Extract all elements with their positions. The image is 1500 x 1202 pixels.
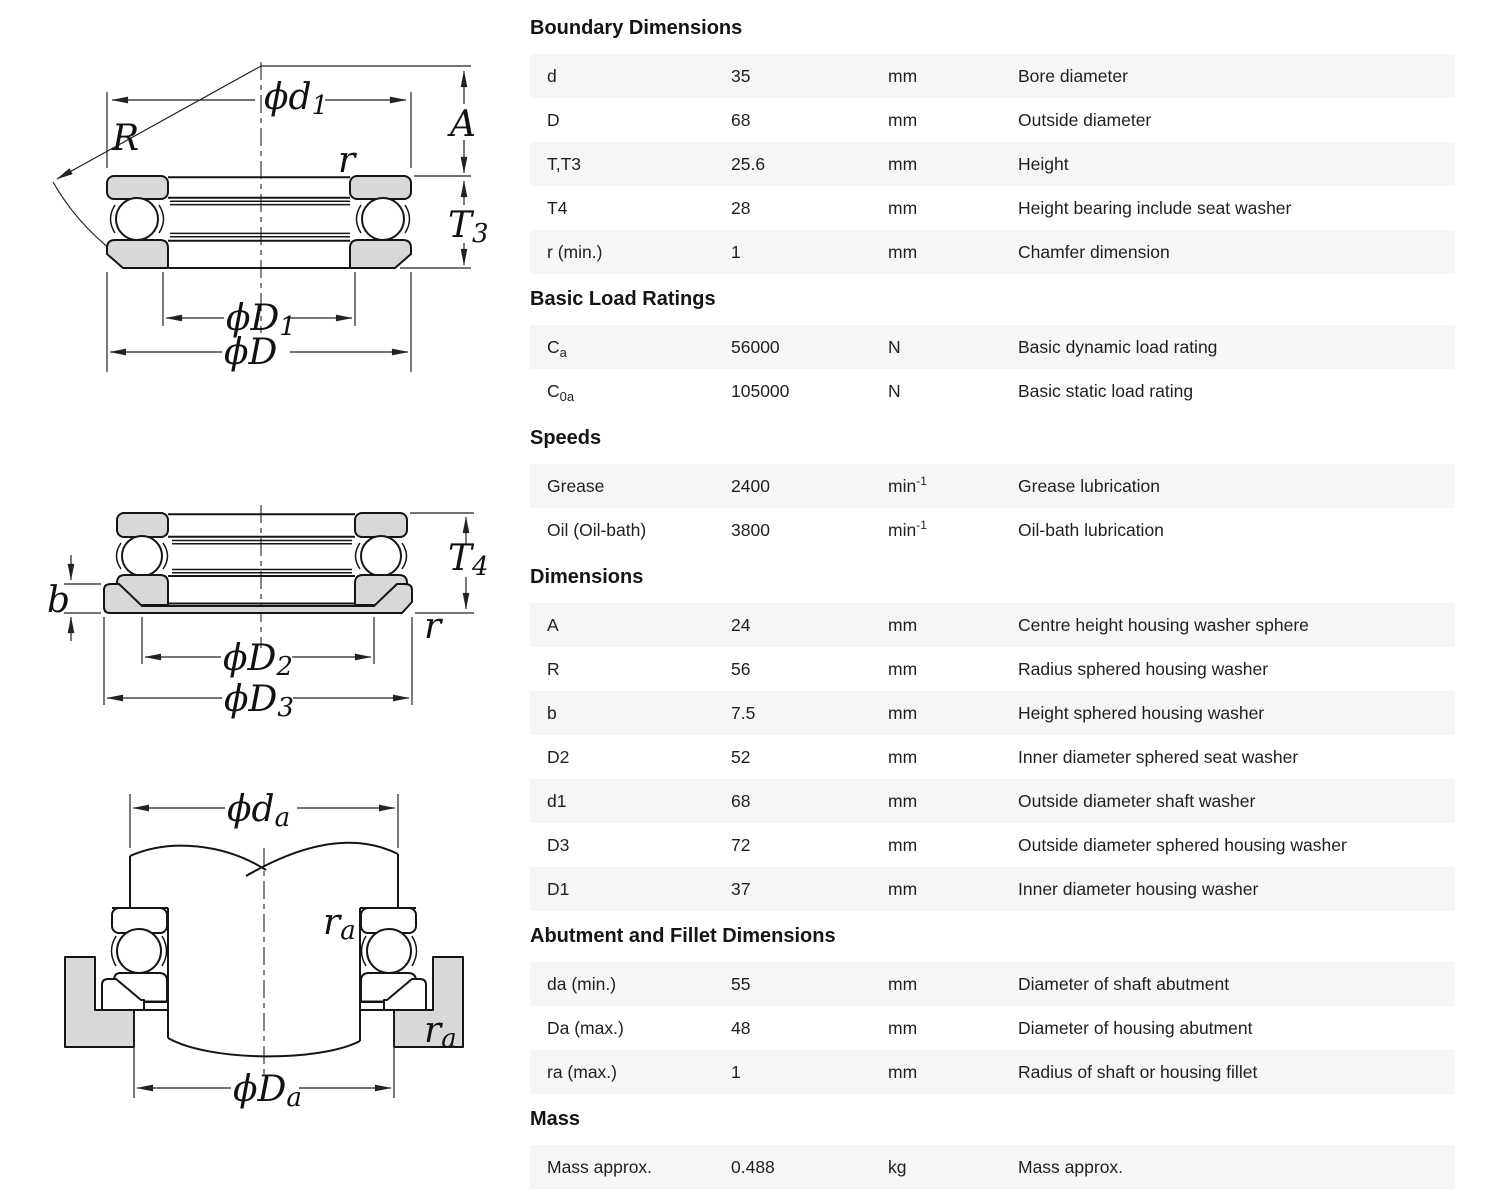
spec-row bbox=[530, 735, 1455, 779]
spec-unit bbox=[888, 337, 1018, 358]
spec-label-base: d bbox=[547, 65, 557, 86]
spec-label-base: D bbox=[547, 109, 560, 130]
spec-section bbox=[530, 17, 1455, 274]
spec-value: 1 bbox=[731, 1061, 741, 1082]
spec-section bbox=[530, 925, 1455, 1094]
spec-unit-base: mm bbox=[888, 65, 918, 86]
section-title: Dimensions bbox=[530, 566, 644, 588]
spec-label-base: C bbox=[547, 336, 560, 357]
spec-label bbox=[547, 337, 731, 358]
dim-label-phi-D1: ϕD1 bbox=[226, 298, 296, 342]
spec-unit bbox=[888, 615, 1018, 636]
spec-desc: Bore diameter bbox=[1018, 65, 1128, 86]
spec-desc: Radius sphered housing washer bbox=[1018, 658, 1269, 679]
spec-unit-base: min bbox=[888, 519, 917, 540]
section-title: Basic Load Ratings bbox=[530, 288, 716, 310]
spec-desc: Basic dynamic load rating bbox=[1018, 336, 1218, 357]
diagram-mounted bbox=[65, 789, 463, 1113]
dim-label-phi-Da: ϕDa bbox=[233, 1069, 302, 1113]
spec-value: 72 bbox=[731, 834, 751, 855]
spec-value: 52 bbox=[731, 746, 751, 767]
spec-value: 0.488 bbox=[731, 1156, 775, 1177]
spec-label bbox=[547, 198, 731, 219]
dim-label-phi-D2: ϕD2 bbox=[223, 638, 293, 682]
spec-row bbox=[530, 1145, 1455, 1189]
spec-unit-sup: -1 bbox=[916, 473, 927, 488]
spec-label bbox=[547, 835, 731, 856]
spec-row bbox=[530, 142, 1455, 186]
dim-label-T4: T4 bbox=[448, 538, 489, 582]
spec-unit bbox=[888, 835, 1018, 856]
extension-line bbox=[107, 92, 411, 168]
spec-desc: Height bearing include seat washer bbox=[1018, 197, 1292, 218]
raceway-lines bbox=[172, 541, 352, 573]
spec-label bbox=[547, 879, 731, 900]
spec-label-base: ra (max.) bbox=[547, 1061, 617, 1082]
spec-unit bbox=[888, 242, 1018, 263]
spec-desc: Grease lubrication bbox=[1018, 475, 1161, 496]
spec-value: 56000 bbox=[731, 336, 780, 357]
spec-unit bbox=[888, 198, 1018, 219]
spec-label bbox=[547, 615, 731, 636]
spec-desc: Radius of shaft or housing fillet bbox=[1018, 1061, 1258, 1082]
spec-unit-base: mm bbox=[888, 109, 918, 130]
spec-label bbox=[547, 242, 731, 263]
spec-unit-sup: -1 bbox=[916, 517, 927, 532]
spec-unit bbox=[888, 1157, 1018, 1178]
spec-section bbox=[530, 1108, 1455, 1189]
spec-value: 24 bbox=[731, 614, 751, 635]
dim-label-T3: T3 bbox=[448, 205, 489, 249]
section-title: Boundary Dimensions bbox=[530, 17, 743, 39]
spec-label-base: d1 bbox=[547, 790, 567, 811]
spec-row bbox=[530, 779, 1455, 823]
shaft-washer-web bbox=[168, 177, 350, 198]
section-rows bbox=[530, 603, 1455, 911]
spec-label-base: Oil (Oil-bath) bbox=[547, 519, 647, 540]
ball bbox=[362, 198, 404, 240]
dim-label-phi-d1: ϕd1 bbox=[264, 77, 329, 121]
spec-unit bbox=[888, 747, 1018, 768]
spec-section bbox=[530, 427, 1455, 552]
spec-value: 68 bbox=[731, 790, 751, 811]
spec-unit-base: N bbox=[888, 336, 901, 357]
spec-section bbox=[530, 566, 1455, 911]
spec-row bbox=[530, 1006, 1455, 1050]
spec-unit bbox=[888, 1018, 1018, 1039]
spec-row bbox=[530, 54, 1455, 98]
section-rows bbox=[530, 464, 1455, 552]
housing-washer-section bbox=[107, 240, 168, 268]
spec-unit-base: mm bbox=[888, 658, 918, 679]
spec-row bbox=[530, 1050, 1455, 1094]
spec-value: 37 bbox=[731, 878, 751, 899]
section-rows bbox=[530, 1145, 1455, 1189]
spec-unit-base: mm bbox=[888, 878, 918, 899]
spec-unit bbox=[888, 66, 1018, 87]
spec-label bbox=[547, 747, 731, 768]
spec-row bbox=[530, 230, 1455, 274]
spec-unit-base: mm bbox=[888, 834, 918, 855]
diagram-seat-washer bbox=[47, 505, 489, 723]
spec-label-base: D2 bbox=[547, 746, 570, 767]
dim-label-r: r bbox=[338, 140, 356, 181]
spec-row bbox=[530, 867, 1455, 911]
ball bbox=[117, 929, 161, 973]
spec-row bbox=[530, 369, 1455, 413]
spec-value: 1 bbox=[731, 241, 741, 262]
spec-row bbox=[530, 691, 1455, 735]
diagram-cross-section bbox=[53, 62, 489, 373]
shaft-washer-section bbox=[107, 176, 168, 199]
spec-row bbox=[530, 508, 1455, 552]
shaft-washer-section bbox=[355, 513, 407, 537]
spec-label bbox=[547, 791, 731, 812]
spec-desc: Height sphered housing washer bbox=[1018, 702, 1265, 723]
spec-label-sub: 0a bbox=[559, 388, 575, 404]
spec-row bbox=[530, 464, 1455, 508]
section-rows bbox=[530, 325, 1455, 413]
spec-label bbox=[547, 381, 731, 402]
spec-desc: Basic static load rating bbox=[1018, 380, 1194, 401]
spec-desc: Inner diameter sphered seat washer bbox=[1018, 746, 1299, 767]
spec-desc: Outside diameter sphered housing washer bbox=[1018, 834, 1347, 855]
spec-value: 7.5 bbox=[731, 702, 756, 723]
dim-label-A: A bbox=[450, 104, 476, 145]
spec-unit-base: mm bbox=[888, 973, 918, 994]
section-title: Abutment and Fillet Dimensions bbox=[530, 925, 836, 947]
spec-label bbox=[547, 659, 731, 680]
dim-label-phi-D: ϕD bbox=[224, 332, 278, 373]
housing-washer-section bbox=[350, 240, 411, 268]
spec-row bbox=[530, 647, 1455, 691]
spec-row bbox=[530, 186, 1455, 230]
radius-R-leader bbox=[57, 66, 261, 179]
spec-unit bbox=[888, 879, 1018, 900]
spec-unit bbox=[888, 473, 1018, 497]
spec-unit-base: mm bbox=[888, 702, 918, 723]
spec-desc: Diameter of shaft abutment bbox=[1018, 973, 1230, 994]
shaft-washer-section bbox=[350, 176, 411, 199]
spec-unit bbox=[888, 703, 1018, 724]
section-title: Mass bbox=[530, 1108, 581, 1130]
spec-label-base: T,T3 bbox=[547, 153, 582, 174]
spec-label-base: da (min.) bbox=[547, 973, 617, 994]
spec-label-base: Mass approx. bbox=[547, 1156, 653, 1177]
spec-desc: Diameter of housing abutment bbox=[1018, 1017, 1253, 1038]
spec-label bbox=[547, 154, 731, 175]
spec-unit-base: mm bbox=[888, 1017, 918, 1038]
spec-unit bbox=[888, 154, 1018, 175]
spec-label-base: Grease bbox=[547, 475, 605, 496]
section-rows bbox=[530, 54, 1455, 274]
ball bbox=[367, 929, 411, 973]
spec-label-base: R bbox=[547, 658, 560, 679]
spec-value: 56 bbox=[731, 658, 751, 679]
spec-value: 55 bbox=[731, 973, 751, 994]
spec-unit-base: mm bbox=[888, 1061, 918, 1082]
spec-row bbox=[530, 962, 1455, 1006]
spec-unit-base: min bbox=[888, 475, 917, 496]
ball bbox=[116, 198, 158, 240]
spec-unit bbox=[888, 110, 1018, 131]
spec-desc: Mass approx. bbox=[1018, 1156, 1124, 1177]
dim-label-R: R bbox=[112, 118, 140, 159]
bearing-diagrams bbox=[0, 0, 500, 1202]
spec-unit-base: mm bbox=[888, 241, 918, 262]
spec-unit-base: mm bbox=[888, 614, 918, 635]
spec-label bbox=[547, 974, 731, 995]
section-rows bbox=[530, 962, 1455, 1094]
ball bbox=[361, 536, 401, 576]
spec-value: 105000 bbox=[731, 380, 790, 401]
spec-value: 35 bbox=[731, 65, 751, 86]
spec-unit-base: N bbox=[888, 380, 901, 401]
spec-value: 68 bbox=[731, 109, 751, 130]
raceway-lines bbox=[170, 201, 350, 236]
dim-label-r: r bbox=[424, 606, 442, 647]
spec-label bbox=[547, 1018, 731, 1039]
spec-label bbox=[547, 66, 731, 87]
sphere-radius-arc bbox=[53, 182, 114, 252]
spec-value: 3800 bbox=[731, 519, 770, 540]
dim-label-ra-shaft: ra bbox=[323, 902, 356, 946]
spec-value: 25.6 bbox=[731, 153, 766, 174]
spec-unit bbox=[888, 791, 1018, 812]
spec-unit bbox=[888, 659, 1018, 680]
spec-label bbox=[547, 1157, 731, 1178]
spec-unit bbox=[888, 381, 1018, 402]
spec-label-base: Da (max.) bbox=[547, 1017, 624, 1038]
spec-desc: Chamfer dimension bbox=[1018, 241, 1170, 262]
spec-desc: Oil-bath lubrication bbox=[1018, 519, 1164, 540]
spec-label-sub: a bbox=[559, 344, 567, 360]
spec-desc: Height bbox=[1018, 153, 1069, 174]
shaft-break-line bbox=[130, 846, 266, 870]
spec-label-base: D1 bbox=[547, 878, 570, 899]
spec-value: 48 bbox=[731, 1017, 751, 1038]
spec-desc: Centre height housing washer sphere bbox=[1018, 614, 1309, 635]
dim-label-phi-da: ϕda bbox=[227, 789, 291, 833]
spec-label bbox=[547, 476, 731, 497]
spec-desc: Inner diameter housing washer bbox=[1018, 878, 1259, 899]
spec-desc: Outside diameter shaft washer bbox=[1018, 790, 1256, 811]
spec-desc: Outside diameter bbox=[1018, 109, 1152, 130]
spec-label-base: b bbox=[547, 702, 557, 723]
spec-unit bbox=[888, 1062, 1018, 1083]
spec-label-base: r (min.) bbox=[547, 241, 603, 262]
ball bbox=[122, 536, 162, 576]
spec-table bbox=[530, 0, 1455, 1189]
spec-unit-base: mm bbox=[888, 153, 918, 174]
spec-label bbox=[547, 703, 731, 724]
spec-row bbox=[530, 98, 1455, 142]
spec-unit-base: mm bbox=[888, 197, 918, 218]
dim-label-b: b bbox=[47, 580, 71, 621]
spec-label-base: C bbox=[547, 380, 560, 401]
spec-value: 28 bbox=[731, 197, 751, 218]
spec-value: 2400 bbox=[731, 475, 770, 496]
dim-label-ra-housing: ra bbox=[424, 1010, 457, 1054]
spec-label bbox=[547, 1062, 731, 1083]
section-title: Speeds bbox=[530, 427, 602, 449]
spec-label-base: D3 bbox=[547, 834, 570, 855]
spec-label-base: T4 bbox=[547, 197, 568, 218]
shaft-break-line bbox=[246, 843, 398, 876]
dim-label-phi-D3: ϕD3 bbox=[224, 679, 294, 723]
spec-label bbox=[547, 520, 731, 541]
shaft-washer-section bbox=[117, 513, 168, 537]
spec-unit-base: mm bbox=[888, 790, 918, 811]
spec-row bbox=[530, 325, 1455, 369]
spec-row bbox=[530, 823, 1455, 867]
spec-label-base: A bbox=[547, 614, 559, 635]
spec-label bbox=[547, 110, 731, 131]
spec-section bbox=[530, 288, 1455, 413]
spec-unit bbox=[888, 517, 1018, 541]
spec-unit bbox=[888, 974, 1018, 995]
spec-unit-base: kg bbox=[888, 1156, 907, 1177]
spec-row bbox=[530, 603, 1455, 647]
spec-unit-base: mm bbox=[888, 746, 918, 767]
